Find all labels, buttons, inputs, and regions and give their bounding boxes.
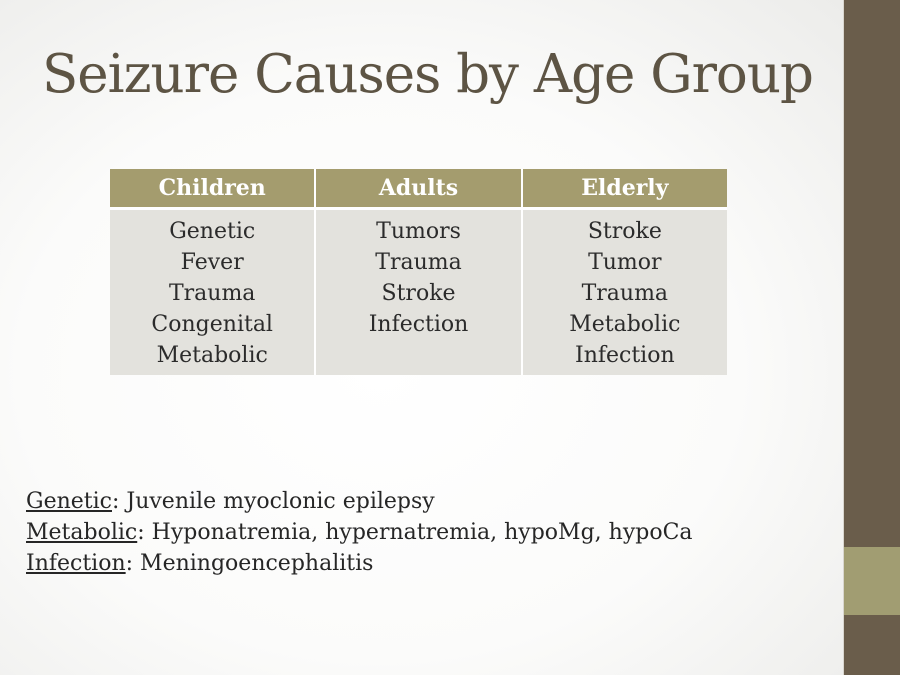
list-item: Stroke [587, 219, 662, 244]
list-item: Stroke [381, 281, 456, 306]
list-item: Genetic [169, 219, 256, 244]
list-item: Fever [180, 250, 244, 275]
cell-children [110, 210, 314, 375]
list-item: Infection [368, 312, 469, 337]
slide-title: Seizure Causes by Age Group [42, 44, 813, 105]
note-term: Genetic [26, 489, 112, 514]
list-item: Metabolic [569, 312, 681, 337]
note-separator: : [137, 520, 152, 545]
causes-table [110, 169, 727, 375]
table-row [110, 210, 727, 375]
table-header-row [110, 169, 727, 210]
list-item: Trauma [168, 281, 256, 306]
list-item: Tumors [376, 219, 461, 244]
list-item: Tumor [588, 250, 662, 275]
sidebar-accent-block [844, 547, 900, 615]
note-metabolic [26, 517, 693, 548]
cell-adults [314, 210, 520, 375]
header-children: Children [110, 169, 314, 210]
cell-elderly [521, 210, 727, 375]
footnotes [26, 486, 693, 579]
note-text: Meningoencephalitis [140, 551, 374, 576]
list-item: Trauma [375, 250, 462, 275]
note-term: Metabolic [26, 520, 138, 545]
list-item: Metabolic [156, 343, 268, 368]
note-genetic [26, 486, 693, 517]
list-item: Infection [575, 343, 675, 368]
list-item: Congenital [151, 312, 273, 337]
note-separator: : [125, 551, 141, 576]
header-adults: Adults [314, 169, 520, 210]
note-text: Juvenile myoclonic epilepsy [126, 489, 435, 514]
list-item: Trauma [581, 281, 669, 306]
note-infection [26, 548, 693, 579]
note-term: Infection [26, 551, 126, 576]
note-separator: : [111, 489, 127, 514]
note-text: Hyponatremia, hypernatremia, hypoMg, hypoCa [151, 520, 693, 545]
header-elderly: Elderly [521, 169, 727, 210]
